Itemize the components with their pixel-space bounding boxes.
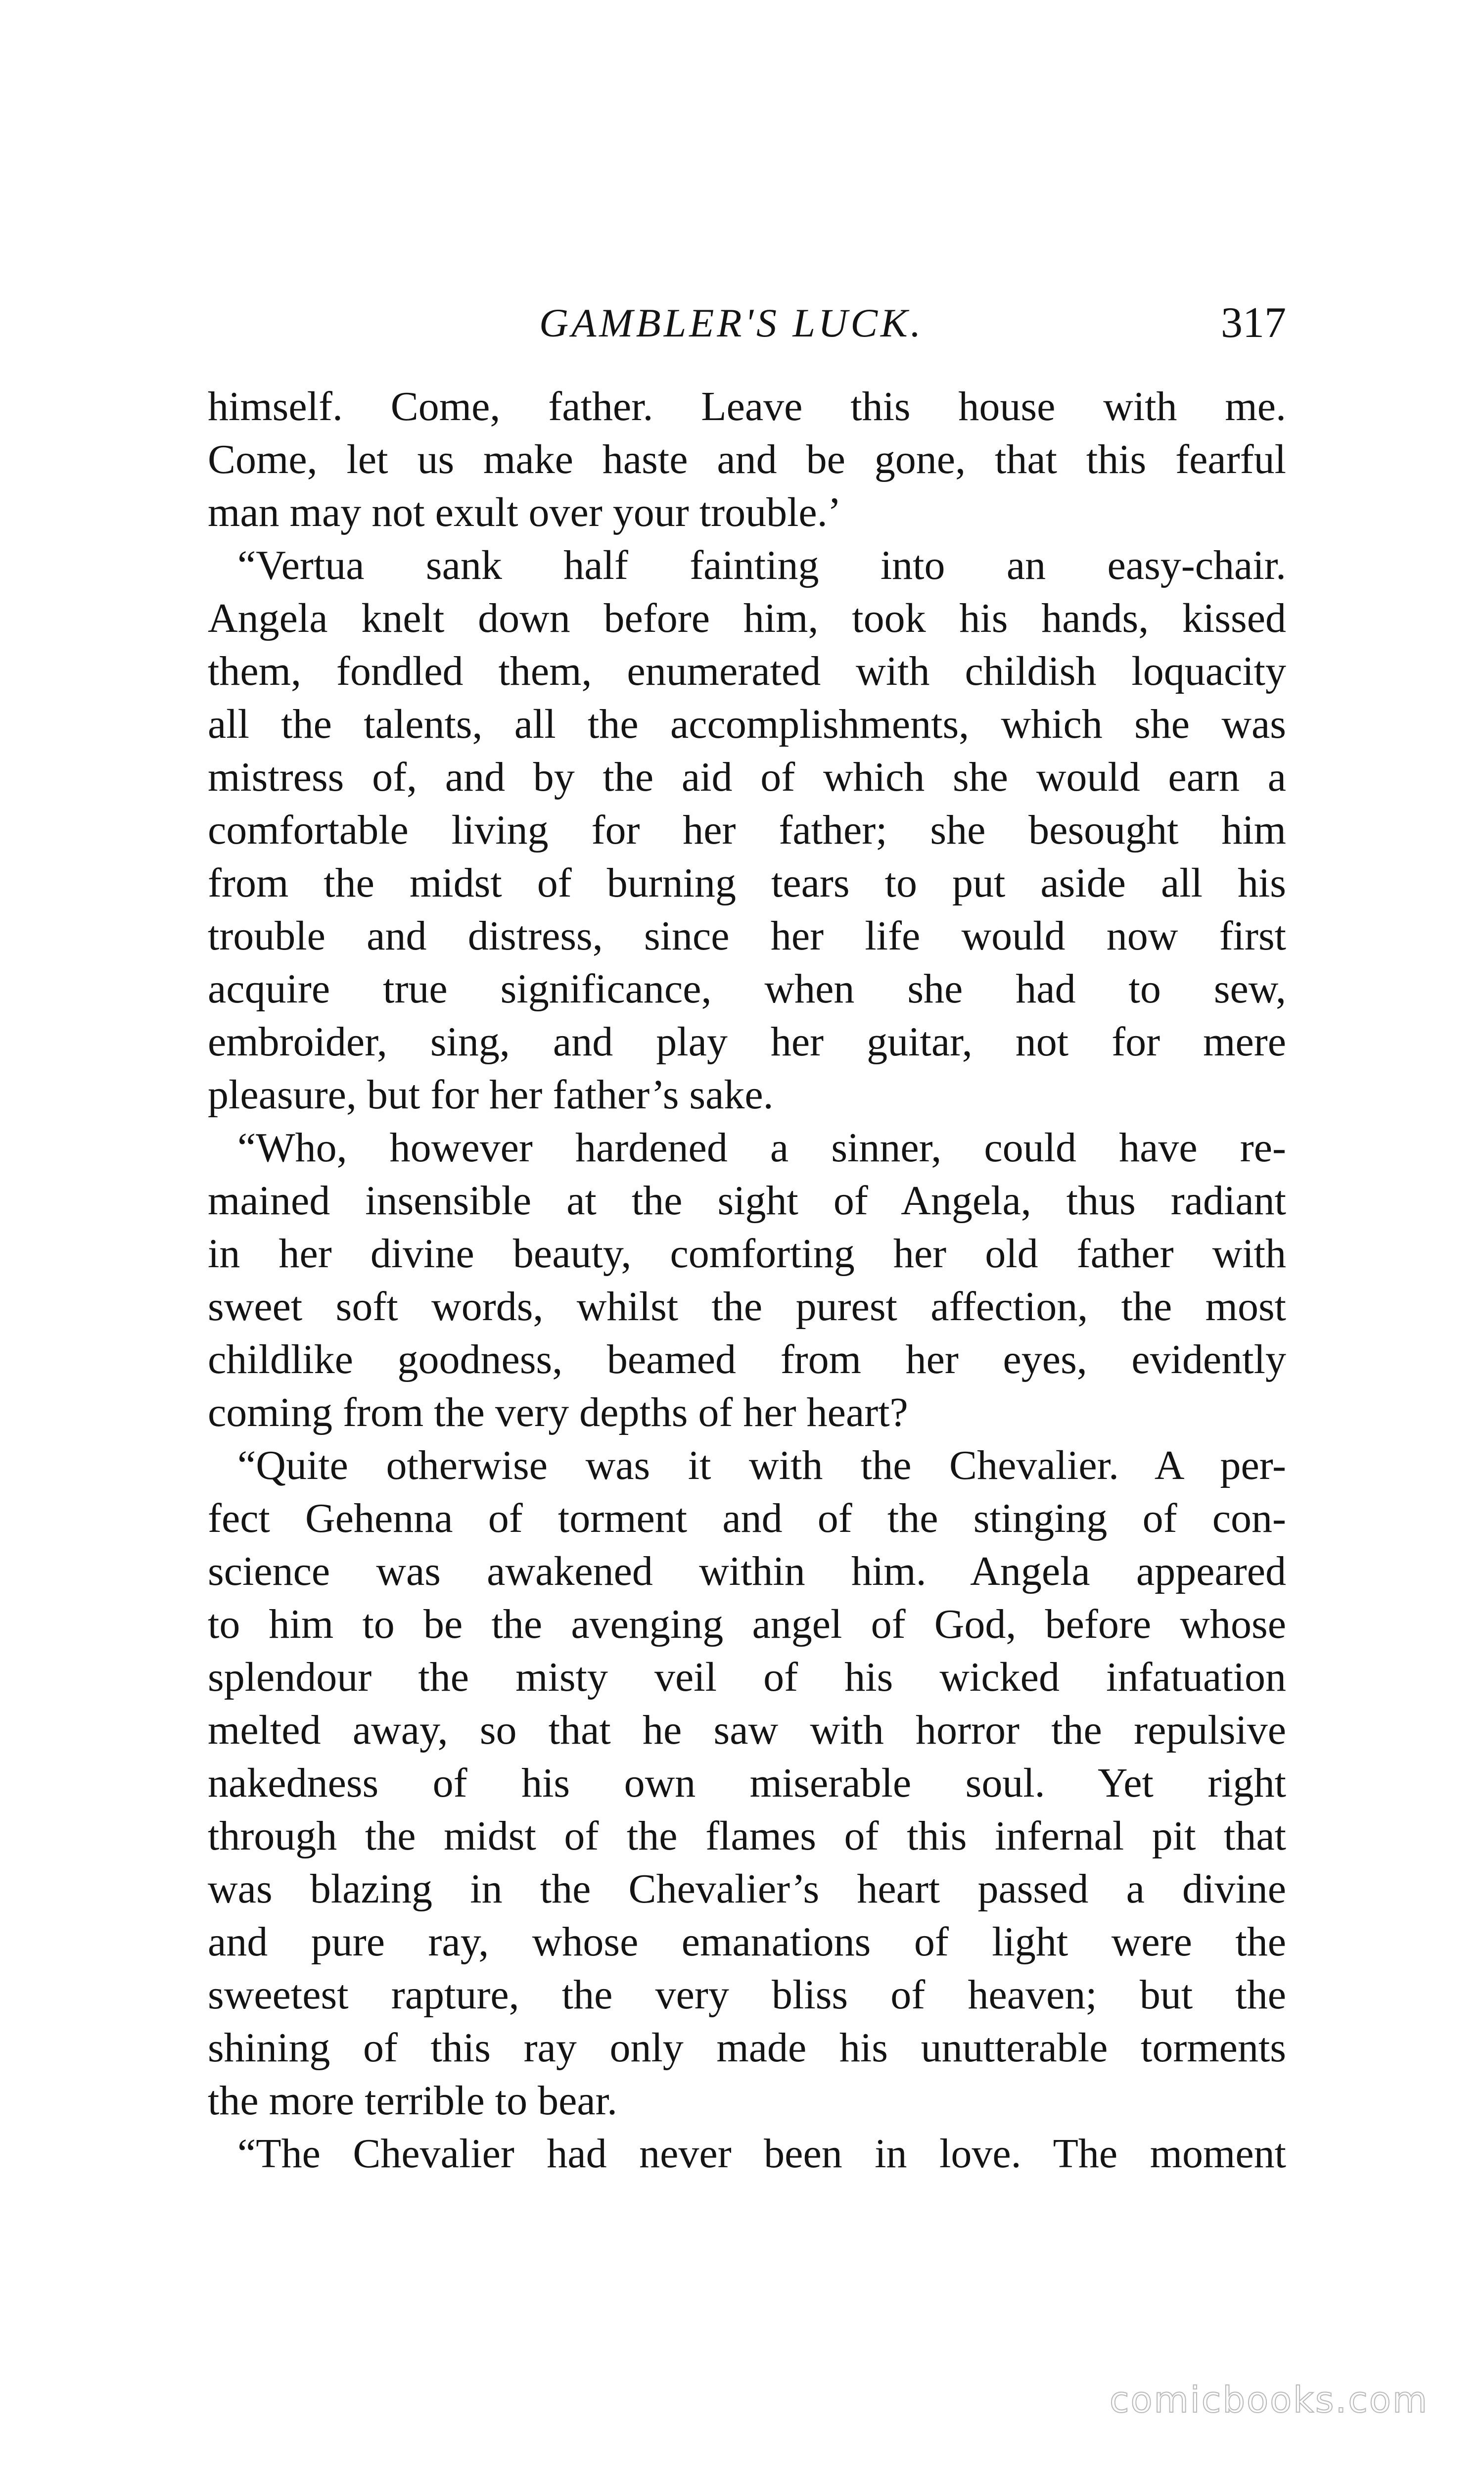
text-line: to him to be the avenging angel of God, before whose [208, 1601, 1286, 1647]
text-line: in her divine beauty, comforting her old father with [208, 1231, 1286, 1277]
text-line: sweet soft words, whilst the purest affection, the most [208, 1284, 1286, 1330]
text-line: them, fondled them, enumerated with childish loquacity [208, 648, 1286, 694]
text-line: was blazing in the Chevalier’s heart passed a divine [208, 1866, 1286, 1912]
text-line: pleasure, but for her father’s sake. [208, 1072, 774, 1118]
text-line: coming from the very depths of her heart? [208, 1389, 908, 1435]
text-line: science was awakened within him. Angela appeared [208, 1548, 1286, 1594]
text-line: man may not exult over your trouble.’ [208, 489, 841, 535]
text-line: “Quite otherwise was it with the Chevalier. A per- [237, 1442, 1286, 1488]
text-line: “Who, however hardened a sinner, could have re- [237, 1125, 1286, 1171]
text-line: Come, let us make haste and be gone, that this fearful [208, 436, 1286, 482]
text-line: nakedness of his own miserable soul. Yet right [208, 1760, 1286, 1806]
running-title: GAMBLER'S LUCK. [539, 300, 924, 345]
text-line: childlike goodness, beamed from her eyes, evidently [208, 1336, 1286, 1382]
body-text [208, 380, 1286, 2180]
text-line: acquire true significance, when she had to sew, [208, 966, 1286, 1012]
text-line: splendour the misty veil of his wicked infatuation [208, 1654, 1286, 1700]
text-line: through the midst of the flames of this infernal pit that [208, 1813, 1286, 1859]
text-line: shining of this ray only made his unutterable torments [208, 2025, 1286, 2071]
text-line: Angela knelt down before him, took his hands, kissed [208, 595, 1286, 641]
text-line: melted away, so that he saw with horror the repulsive [208, 1707, 1286, 1753]
text-line: sweetest rapture, the very bliss of heaven; but the [208, 1972, 1286, 2018]
text-line: comfortable living for her father; she besought him [208, 807, 1286, 853]
text-line: trouble and distress, since her life would now first [208, 913, 1286, 959]
watermark: comicbooks.com [1109, 2379, 1429, 2421]
text-line: all the talents, all the accomplishments, which she was [208, 701, 1286, 747]
text-line: “Vertua sank half fainting into an easy-chair. [237, 542, 1286, 588]
text-line: the more terrible to bear. [208, 2078, 617, 2124]
text-line: mained insensible at the sight of Angela, thus radiant [208, 1178, 1286, 1224]
text-line: from the midst of burning tears to put aside all his [208, 860, 1286, 906]
text-line: fect Gehenna of torment and of the stinging of con- [208, 1495, 1286, 1541]
text-line: himself. Come, father. Leave this house with me. [208, 383, 1286, 429]
text-line: “The Chevalier had never been in love. The moment [237, 2131, 1286, 2177]
running-head [208, 296, 1286, 350]
text-line: embroider, sing, and play her guitar, not for mere [208, 1019, 1286, 1065]
page-number: 317 [1221, 299, 1286, 347]
text-line: mistress of, and by the aid of which she would earn a [208, 754, 1286, 800]
text-line: and pure ray, whose emanations of light were the [208, 1919, 1286, 1965]
